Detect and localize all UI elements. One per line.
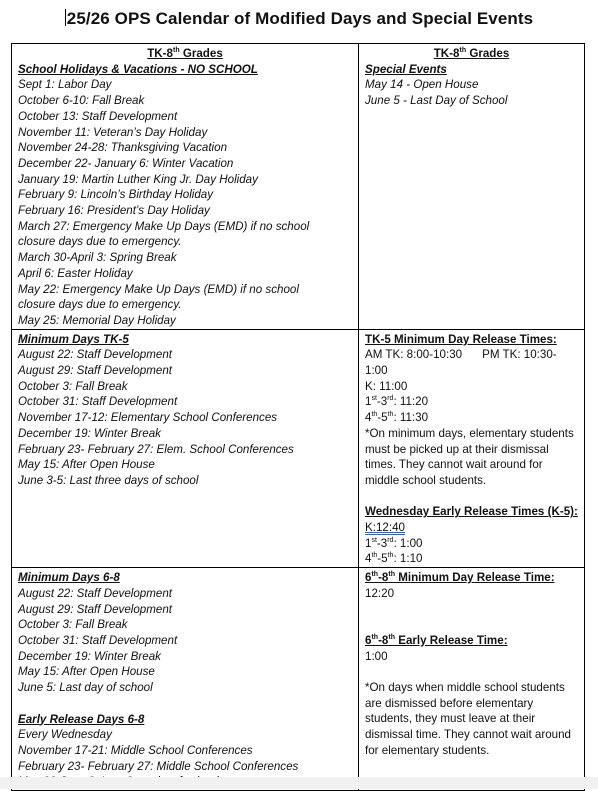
list-item: March 27: Emergency Make Up Days (EMD) if no school xyxy=(18,219,310,233)
wed-grades-1-3-release-time: 1st-3rd: 1:00 xyxy=(365,536,423,550)
ms-release-note: *On days when middle school students are dismissed before elementary students, they must leave at their dismissal time. They cannot wait around for elementary students. xyxy=(365,681,571,757)
min-days-68-cell xyxy=(12,568,359,791)
list-item: May 14 - Open House xyxy=(365,78,479,92)
text-cursor xyxy=(65,9,66,26)
am-pm-tk-times: AM TK: 8:00-10:30 PM TK: 10:30-1:00 xyxy=(365,348,557,378)
list-item: December 19: Winter Break xyxy=(18,426,161,440)
tk5-release-cell xyxy=(359,329,585,568)
holidays-heading: School Holidays & Vacations - NO SCHOOL xyxy=(18,62,258,76)
list-item: August 29: Staff Development xyxy=(18,364,173,378)
list-item: February 16: President’s Day Holiday xyxy=(18,204,210,218)
list-item: December 19: Winter Break xyxy=(18,649,161,663)
k-release-time: K: 11:00 xyxy=(365,379,408,393)
list-item: August 29: Staff Development xyxy=(18,602,173,616)
list-item: October 3: Fall Break xyxy=(18,618,128,632)
list-item: June 3-5: Last three days of school xyxy=(18,473,199,487)
grades-1-3-release-time: 1st-3rd: 11:20 xyxy=(365,395,429,409)
list-item: February 23- February 27: Elem. School Conferences xyxy=(18,442,294,456)
tk5-release-note: *On minimum days, elementary students must be picked up at their dismissal times. They cannot wait around for middle school students. xyxy=(365,426,574,487)
list-item: November 17-21: Middle School Conferences xyxy=(18,743,253,757)
list-item: October 31: Staff Development xyxy=(18,395,178,409)
list-item: October 3: Fall Break xyxy=(18,379,128,393)
document-title: 25/26 OPS Calendar of Modified Days and Special Events xyxy=(66,9,534,28)
list-item: closure days due to emergency. xyxy=(18,298,182,312)
table-row xyxy=(12,329,585,568)
table-row xyxy=(12,568,585,791)
min-days-tk5-heading: Minimum Days TK-5 xyxy=(18,332,129,346)
list-item: Every Wednesday xyxy=(18,728,112,742)
min-days-tk5-cell xyxy=(12,329,359,568)
list-item: January 19: Martin Luther King Jr. Day Holiday xyxy=(18,172,258,186)
list-item: August 22: Staff Development xyxy=(18,348,173,362)
holidays-cell xyxy=(12,44,359,330)
list-item: May 15: After Open House xyxy=(18,665,155,679)
special-events-cell xyxy=(359,44,585,330)
table-row xyxy=(12,44,585,330)
list-item: August 22: Staff Development xyxy=(18,586,173,600)
ms-early-release-heading: 6th-8th Early Release Time: xyxy=(365,633,508,647)
list-item: June 5 - Last Day of School xyxy=(365,94,508,108)
special-events-heading: Special Events xyxy=(365,62,447,76)
list-item: April 6: Easter Holiday xyxy=(18,266,133,280)
list-item: May 22: Emergency Make Up Days (EMD) if no school xyxy=(18,282,299,296)
list-item: October 13: Staff Development xyxy=(18,109,178,123)
list-item: closure days due to emergency. xyxy=(18,235,182,249)
min-days-68-heading: Minimum Days 6-8 xyxy=(18,571,120,585)
grades-4-5-release-time: 4th-5th: 11:30 xyxy=(365,411,429,425)
list-item: May 15: After Open House xyxy=(18,458,155,472)
list-item: November 17-12: Elementary School Conferences xyxy=(18,411,278,425)
list-item: March 30-April 3: Spring Break xyxy=(18,251,177,265)
early-release-68-heading: Early Release Days 6-8 xyxy=(18,712,145,726)
column-header-left: TK-8th Grades xyxy=(147,47,223,60)
list-item: Sept 1: Labor Day xyxy=(18,78,112,92)
list-item: December 22- January 6: Winter Vacation xyxy=(18,156,234,170)
list-item: October 31: Staff Development xyxy=(18,634,178,647)
list-item: June 5: Last day of school xyxy=(18,681,153,695)
ms-min-release-heading: 6th-8th Minimum Day Release Time: xyxy=(365,571,555,585)
list-item: November 11: Veteran’s Day Holiday xyxy=(18,125,208,139)
list-item: October 6-10: Fall Break xyxy=(18,94,145,108)
tk5-release-heading: TK-5 Minimum Day Release Times: xyxy=(365,332,557,346)
list-item: February 9: Lincoln’s Birthday Holiday xyxy=(18,188,214,202)
ms-release-cell xyxy=(359,568,585,791)
ms-early-release-time: 1:00 xyxy=(365,649,388,663)
wed-grades-4-5-release-time: 4th-5th: 1:10 xyxy=(365,552,423,566)
column-header-right: TK-8th Grades xyxy=(433,47,510,60)
page-bottom-strip xyxy=(0,777,598,789)
wednesday-release-heading: Wednesday Early Release Times (K-5): xyxy=(365,505,578,519)
list-item: May 25: Memorial Day Holiday xyxy=(18,313,176,327)
wed-k-release-time: K:12:40 xyxy=(365,521,405,535)
list-item: November 24-28: Thanksgiving Vacation xyxy=(18,141,228,155)
ms-min-release-time: 12:20 xyxy=(365,586,395,600)
calendar-table xyxy=(11,43,585,791)
list-item: February 23- February 27: Middle School Conferences xyxy=(18,759,299,773)
